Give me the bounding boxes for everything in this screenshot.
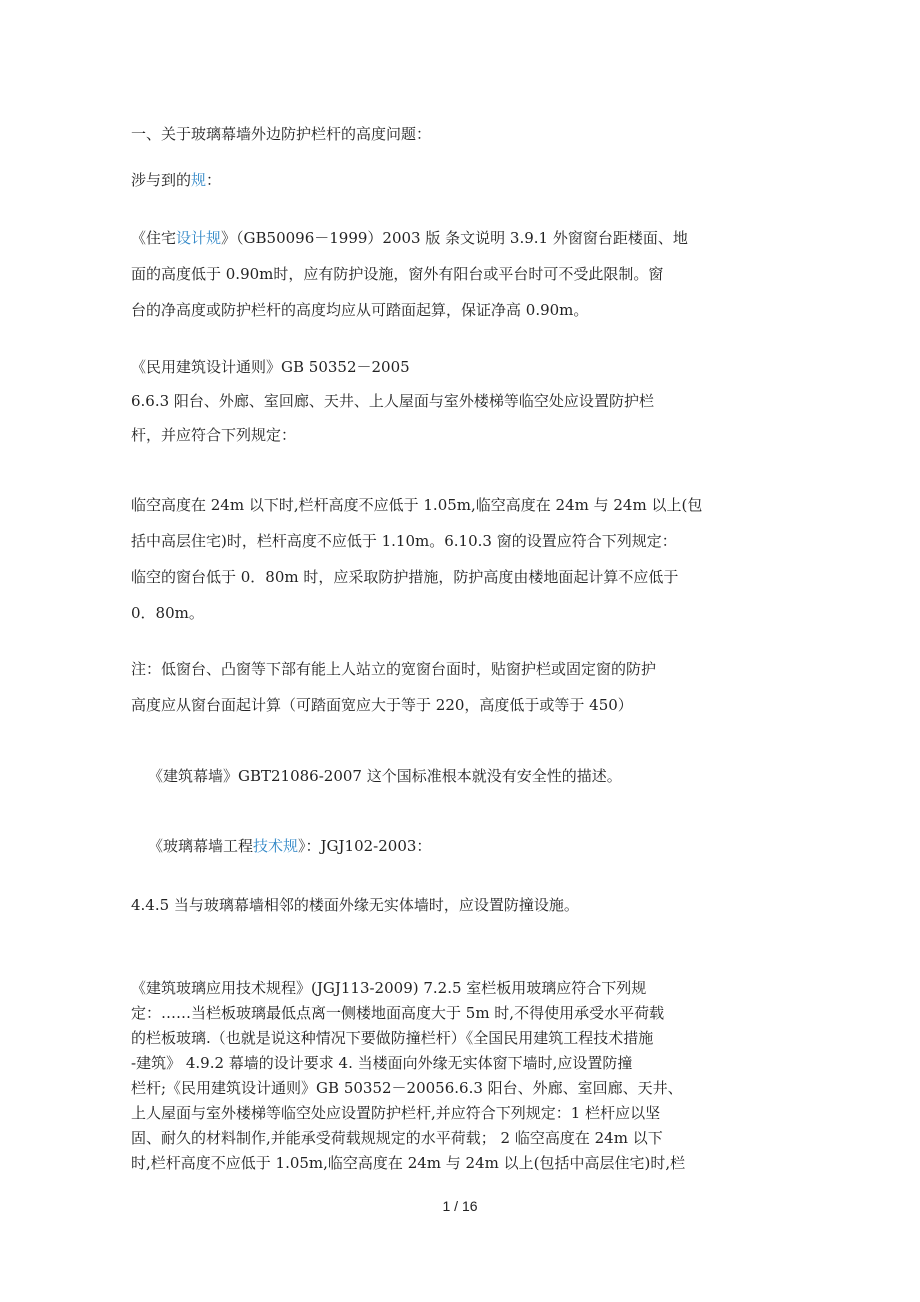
design-code-link[interactable]: 设计规	[176, 229, 222, 247]
text-segment: 》：JGJ102-2003：	[298, 837, 432, 855]
paragraph-residential-code	[131, 226, 791, 322]
text-line	[131, 226, 791, 250]
intro-colon: ：	[206, 171, 222, 189]
text-line: 临空的窗台低于 0．80m 时，应采取防护措施，防护高度由楼地面起计算不应低于	[131, 568, 679, 586]
intro-block	[131, 168, 791, 192]
section-heading-block	[131, 122, 791, 146]
text-line: 面的高度低于 0.90m时，应有防护设施，窗外有阳台或平台时可不受此限制。窗	[131, 265, 664, 283]
text-line: 定：……当栏板玻璃最低点离一侧楼地面高度大于 5m 时,不得使用承受水平荷载	[131, 1004, 665, 1022]
paragraph-curtain-wall-standard	[148, 764, 808, 788]
text-line: 的栏板玻璃.（也就是说这种情况下要做防撞栏杆）《全国民用建筑工程技术措施	[131, 1029, 654, 1047]
text-line: 注：低窗台、凸窗等下部有能上人站立的宽窗台面时，贴窗护栏或固定窗的防护	[131, 660, 657, 678]
text-line: 上人屋面与室外楼梯等临空处应设置防护栏杆,并应符合下列规定：1 栏杆应以坚	[131, 1104, 661, 1122]
text-segment: 《玻璃幕墙工程	[148, 837, 254, 855]
text-line: -建筑》 4.9.2 幕墙的设计要求 4. 当楼面向外缘无实体窗下墙时,应设置防撞	[131, 1054, 633, 1072]
text-line: 《建筑幕墙》GBT21086-2007 这个国标准根本就没有安全性的描述。	[148, 767, 622, 785]
text-line	[148, 834, 808, 858]
paragraph-civil-building-code	[131, 355, 791, 447]
text-line: 临空高度在 24m 以下时,栏杆高度不应低于 1.05m,临空高度在 24m 与 24m 以上(包	[131, 496, 703, 514]
text-segment: 》（GB50096－1999）2003 版 条文说明 3.9.1 外窗窗台距楼面、地	[221, 229, 688, 247]
text-line: 高度应从窗台面起计算（可踏面宽应大于等于 220，高度低于或等于 450）	[131, 696, 633, 714]
paragraph-railing-height	[131, 493, 791, 625]
text-line: 括中高层住宅)时，栏杆高度不应低于 1.10m。6.10.3 窗的设置应符合下列规定：	[131, 532, 677, 550]
intro-link[interactable]: 规	[191, 171, 207, 189]
text-segment: 《住宅	[131, 229, 177, 247]
technical-code-link[interactable]: 技术规	[253, 837, 299, 855]
text-line: 栏杆;《民用建筑设计通则》GB 50352－20056.6.3 阳台、外廊、室回廊、天井、	[131, 1079, 683, 1097]
text-line: 《建筑玻璃应用技术规程》(JGJ113-2009) 7.2.5 室栏板用玻璃应符合下列规	[131, 979, 647, 997]
text-line: 固、耐久的材料制作,并能承受荷载规规定的水平荷载； 2 临空高度在 24m 以下	[131, 1129, 663, 1147]
text-line: 4.4.5 当与玻璃幕墙相邻的楼面外缘无实体墙时，应设置防撞设施。	[131, 896, 579, 914]
page-indicator: 1 / 16	[442, 1198, 478, 1214]
text-line: 《民用建筑设计通则》GB 50352－2005	[131, 358, 410, 376]
intro-line	[131, 168, 791, 192]
text-line: 台的净高度或防护栏杆的高度均应从可踏面起算，保证净高 0.90m。	[131, 301, 589, 319]
section-heading: 一、关于玻璃幕墙外边防护栏杆的高度问题：	[131, 125, 432, 143]
paragraph-glass-curtain-wall-code	[148, 834, 808, 858]
paragraph-note	[131, 657, 791, 717]
text-line: 0．80m。	[131, 604, 204, 622]
paragraph-anti-collision	[131, 893, 791, 917]
text-line: 6.6.3 阳台、外廊、室回廊、天井、上人屋面与室外楼梯等临空处应设置防护栏	[131, 392, 654, 410]
text-line: 时,栏杆高度不应低于 1.05m,临空高度在 24m 与 24m 以上(包括中高层住宅)时,栏	[131, 1154, 686, 1172]
paragraph-glass-application-code	[131, 976, 791, 1175]
text-line: 杆，并应符合下列规定：	[131, 426, 297, 444]
intro-text: 涉与到的	[131, 171, 192, 189]
